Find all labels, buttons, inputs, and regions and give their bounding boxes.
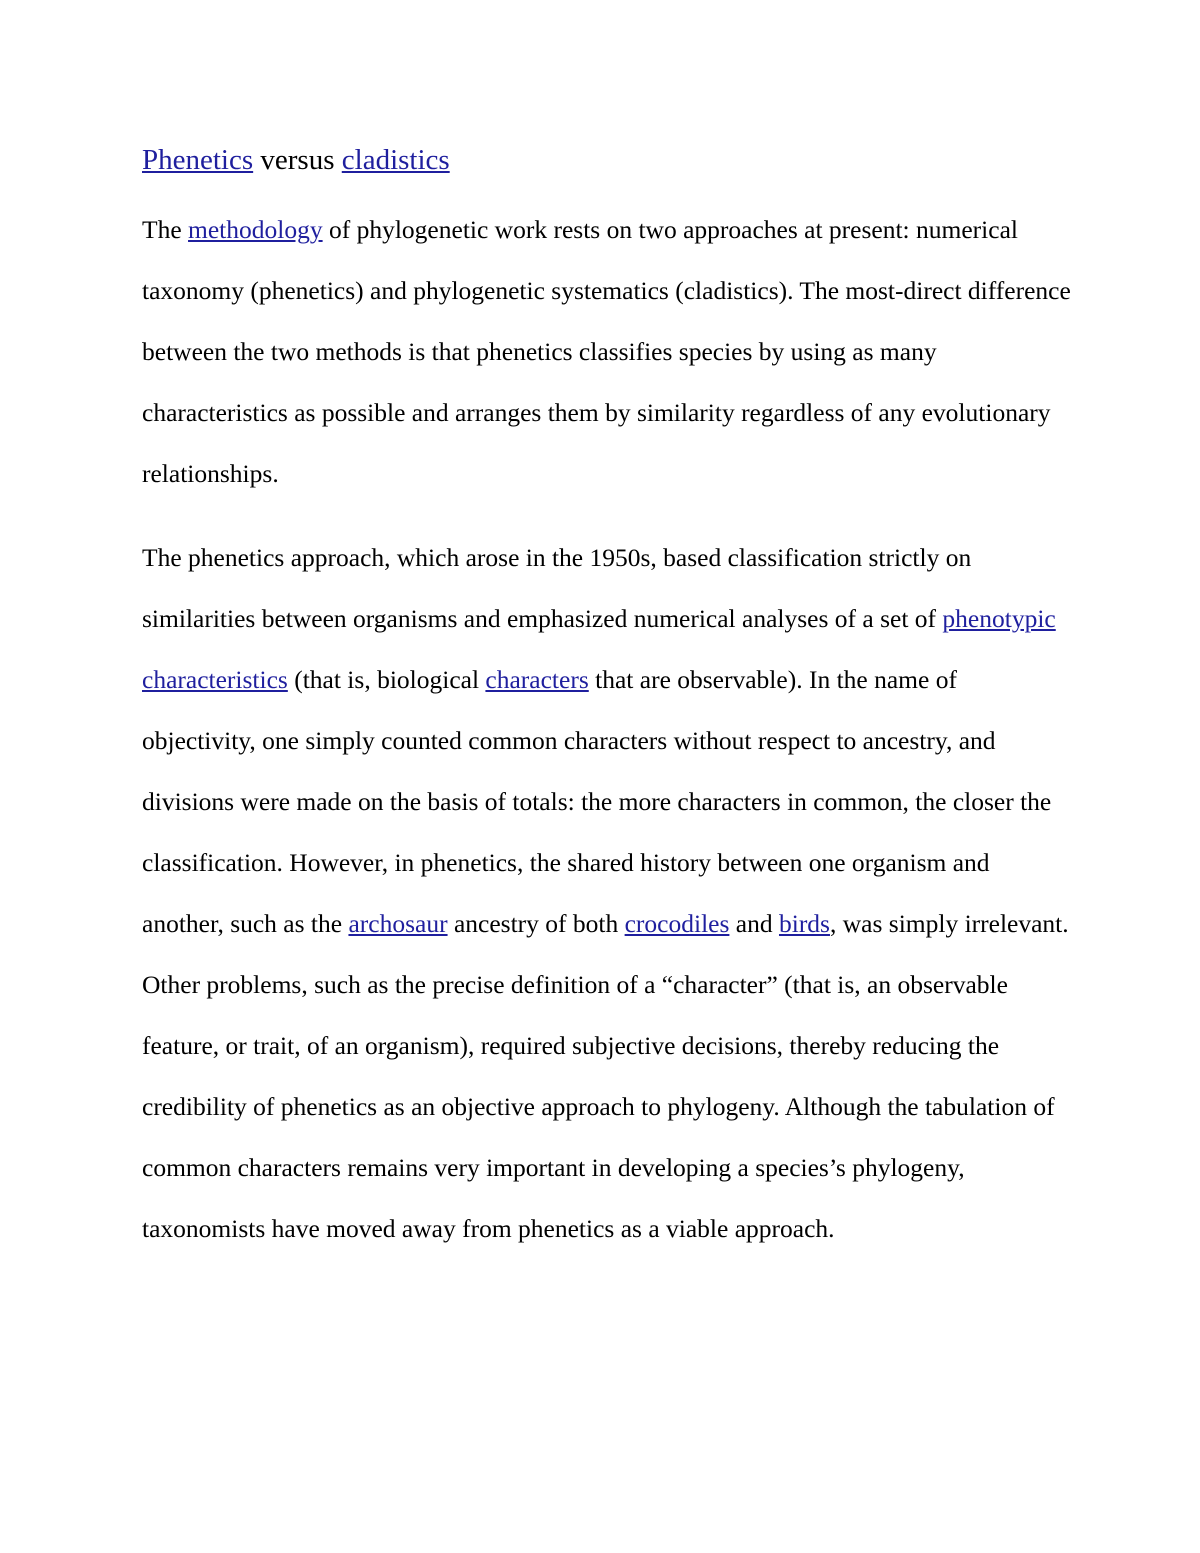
paragraph-1-text: of phylogenetic work rests on two approaches at present: numerical taxonomy (phenetics) and phylogenetic systematics (cladistics). The most-direct difference between the two methods is that phenetics classifies species by using as many characteristics as possible and arranges them by similarity regardless of any evolutionary relationships. (142, 215, 1071, 488)
paragraph-2-text: The phenetics approach, which arose in the 1950s, based classification strictly on similarities between organisms and emphasized numerical analyses of a set of (142, 543, 972, 633)
document-page (142, 138, 1072, 1282)
paragraph-1 (142, 199, 1072, 504)
link-phenotypic-characteristics[interactable]: phenotypic characteristics (142, 604, 1056, 694)
paragraph-2-text: that are observable). In the name of objectivity, one simply counted common characters without respect to ancestry, and divisions were made on the basis of totals: the more characters in common, the closer the classification. However, in phenetics, the shared history between one organism and another, such as the (142, 665, 1052, 938)
link-characters[interactable]: characters (485, 665, 589, 694)
paragraph-2-text: (that is, biological (287, 665, 486, 694)
link-phenetics[interactable]: Phenetics (142, 144, 254, 176)
link-methodology[interactable]: methodology (188, 215, 323, 244)
document-heading (142, 138, 1072, 182)
paragraph-2-text: , was simply irrelevant. Other problems, such as the precise definition of a “character” (that is, an observable feature, or trait, of an organism), required subjective decisions, thereby reducing the credibility of phenetics as an objective approach to phylogeny. Although the tabulation of common characters remains very important in developing a species’s phylogeny, taxonomists have moved away from phenetics as a viable approach. (142, 909, 1069, 1243)
paragraph-1-text: The (142, 215, 189, 244)
link-crocodiles[interactable]: crocodiles (624, 909, 730, 938)
paragraph-2-text: ancestry of both (447, 909, 625, 938)
link-cladistics[interactable]: cladistics (341, 144, 450, 176)
paragraph-2 (142, 527, 1072, 1259)
heading-text-versus: versus (253, 144, 342, 176)
paragraph-2-text: and (729, 909, 779, 938)
link-archosaur[interactable]: archosaur (348, 909, 448, 938)
link-birds[interactable]: birds (778, 909, 830, 938)
